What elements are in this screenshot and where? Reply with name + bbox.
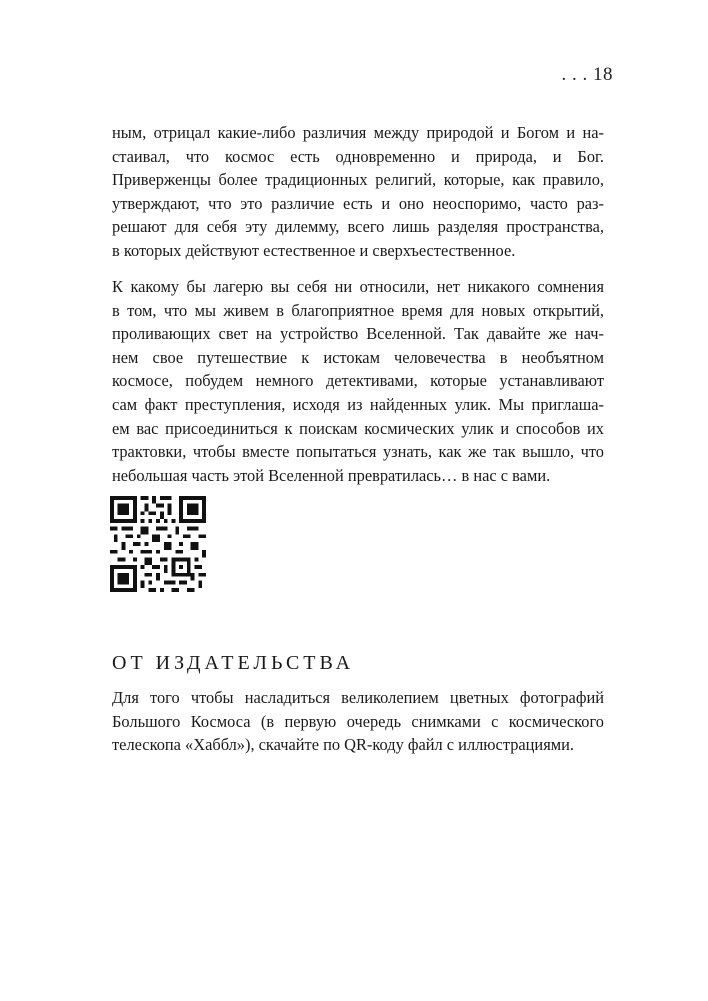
text-line: телескопа «Хаббл»), скачайте по QR-коду файл с иллюстрациями. bbox=[112, 735, 574, 755]
publisher-note bbox=[112, 686, 604, 757]
text-line: в которых действуют естественное и сверхъестественное. bbox=[112, 240, 516, 260]
paragraph-continuation bbox=[112, 121, 604, 263]
text-line: трактовки, чтобы вместе попытаться узнать, как же так вышло, что bbox=[112, 442, 604, 462]
text-line: К какому бы лагерю вы себя ни относили, нет никакого сомнения bbox=[112, 277, 604, 296]
text-line: небольшая часть этой Вселенной превратилась… в нас с вами. bbox=[112, 465, 551, 485]
qr-code-icon[interactable] bbox=[110, 496, 206, 592]
text-line: нем свое путешествие к истокам человечества в необъятном bbox=[112, 347, 604, 367]
text-line: Большого Космоса (в первую очередь снимками с космического bbox=[112, 711, 604, 731]
text-line: решают для себя эту дилемму, всего лишь разделяя пространства, bbox=[112, 217, 604, 237]
text-line: ем вас присоединиться к поискам космических улик и способов их bbox=[112, 418, 604, 438]
text-line: в том, что мы живем в благоприятное время для новых открытий, bbox=[112, 300, 604, 320]
text-line: Приверженцы более традиционных религий, которые, как правило, bbox=[112, 170, 604, 190]
page-number: . . . 18 bbox=[561, 64, 613, 85]
text-line: Для того чтобы насладиться великолепием цветных фотографий bbox=[112, 688, 604, 707]
text-line: сам факт преступления, исходя из найденных улик. Мы приглаша- bbox=[112, 394, 604, 414]
text-line: проливающих свет на устройство Вселенной. Так давайте же нач- bbox=[112, 324, 604, 344]
text-line: утверждают, что это различие есть и оно неоспоримо, часто раз- bbox=[112, 193, 604, 213]
text-line: стаивал, что космос есть одновременно и природа, и Бог. bbox=[112, 146, 604, 166]
paragraph-invitation bbox=[112, 275, 604, 487]
section-heading: ОТ ИЗДАТЕЛЬСТВА bbox=[112, 652, 355, 674]
text-line: ным, отрицал какие-либо различия между природой и Богом и на- bbox=[112, 123, 604, 142]
text-line: космосе, побудем немного детективами, которые устанавливают bbox=[112, 371, 604, 391]
